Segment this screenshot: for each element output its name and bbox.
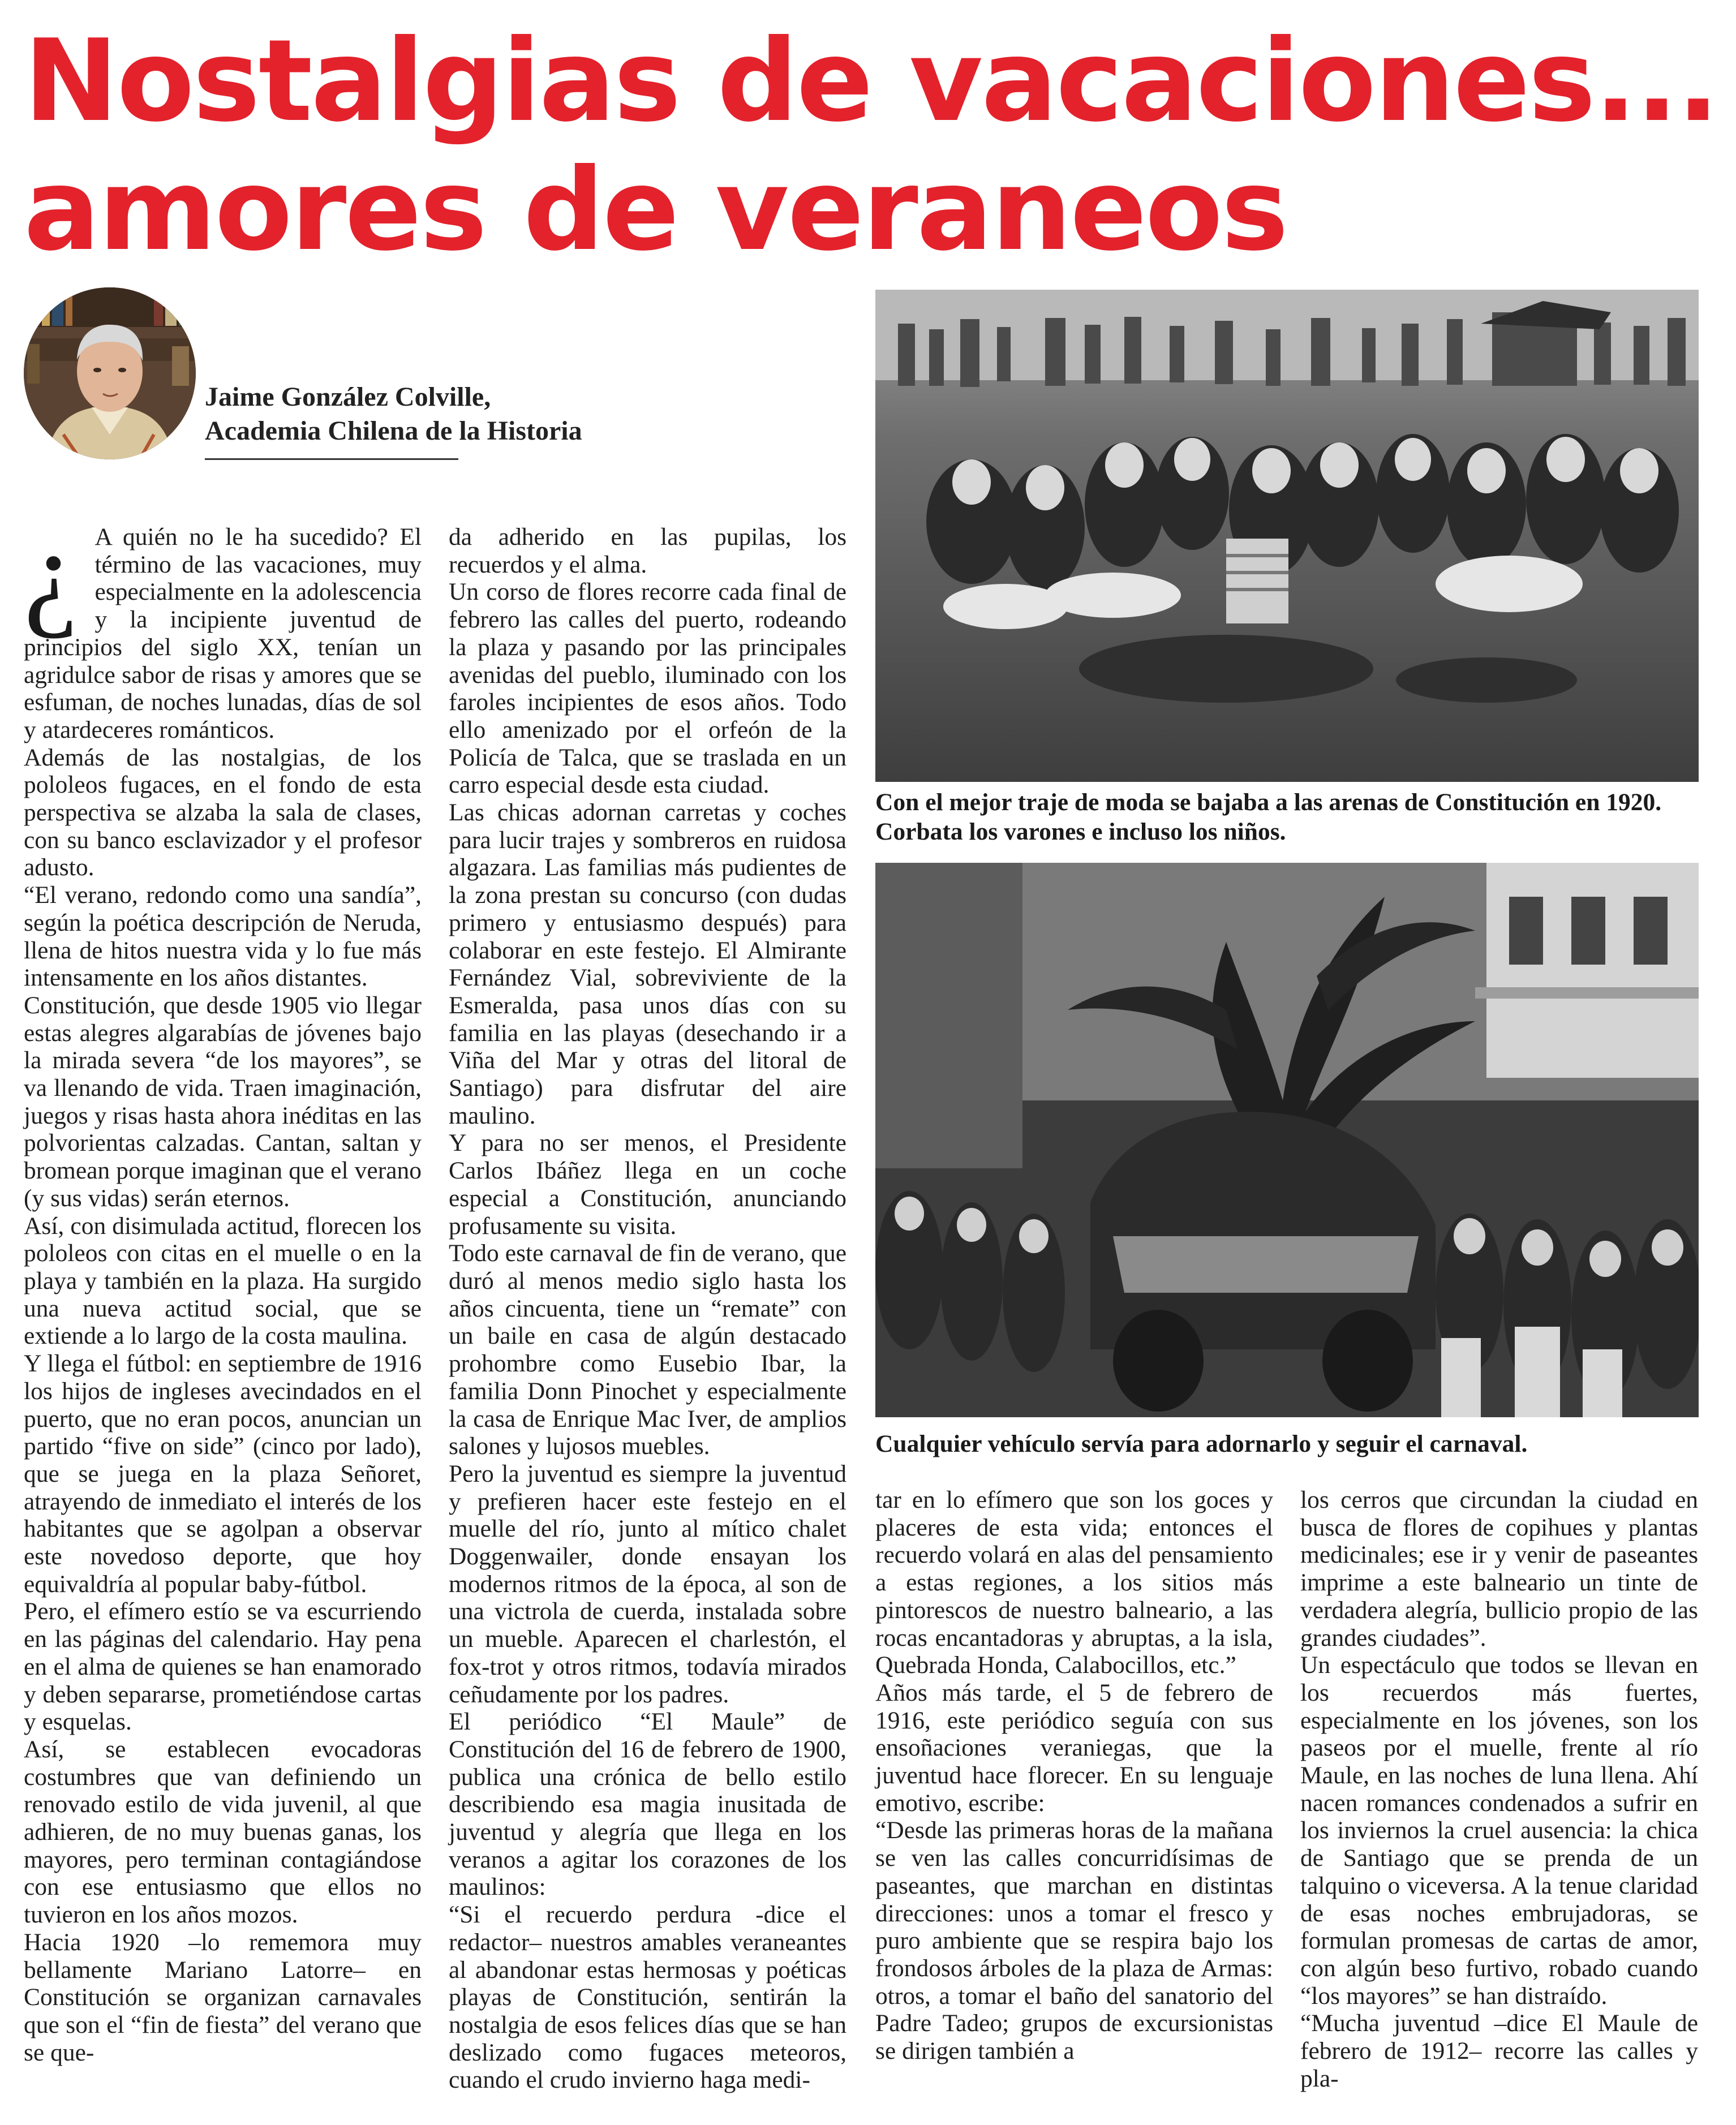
article-column-4 (1300, 1486, 1698, 2092)
author-name: Jaime González Colville, (205, 382, 491, 412)
headline (24, 15, 1718, 276)
beach-photo-caption: Con el mejor traje de moda se bajaba a las arenas de Constitución en 1920. Corbata los varones e incluso los niños. (875, 789, 1662, 845)
paragraph: los cerros que circundan la ciudad en busca de flores de copihues y plantas medicinales; ese ir y venir de paseantes imprime a este balneario un tinte de verdadera alegría, bullicio propio de las grandes ciudades”. (1300, 1486, 1698, 1651)
headline-line-2: amores de veraneos (24, 144, 1287, 276)
paragraph: Así, se establecen evocadoras costumbres que van definiendo un renovado estilo de vida juvenil, al que adhieren, de no muy buenas ganas, los mayores, pero terminan contagiándose con ese entusiasmo que ellos no tuvieron en los años mozos. (24, 1735, 422, 1929)
paragraph: Las chicas adornan carretas y coches para lucir trajes y sombreros en ruidosa algazara. Las familias más pudientes de la zona prestan su concurso (con dudas primero y entusiasmo después) para colaborar en este festejo. El Almirante Fernández Vial, sobreviviente de la Esmeralda, pasa unos días con su familia en las playas (desechando ir a Viña del Mar y otras del litoral de Santiago) para disfrutar del aire maulino. (449, 799, 846, 1129)
paragraph: “Si el recuerdo perdura -dice el redactor– nuestros amables veraneantes al abandonar estas hermosas y poéticas playas de Constitución, sentirán la nostalgia de esos felices días que se han deslizado como fugaces meteoros, cuando el crudo invierno haga medi- (449, 1901, 846, 2094)
paragraph: “El verano, redondo como una sandía”, según la poética descripción de Neruda, llena de hitos nuestra vida y lo fue más intensamente en los años distantes. (24, 881, 422, 992)
byline-divider (205, 458, 458, 460)
paragraph: Años más tarde, el 5 de febrero de 1916, este periódico seguía con sus ensoñaciones veraniegas, que la juventud hace florecer. En su lenguaje emotivo, escribe: (875, 1679, 1273, 1817)
paragraph: Hacia 1920 –lo rememora muy bellamente Mariano Latorre– en Constitución se organizan carnavales que son el “fin de fiesta” del verano que se que- (24, 1928, 422, 2066)
paragraph: Y llega el fútbol: en septiembre de 1916 los hijos de ingleses avecindados en el puerto, que no eran pocos, anuncian un partido “five on side” (cinco por lado), que se juega en la plaza Señoret, atrayendo de inmediato el interés de los habitantes que se agolpan a observar este novedoso deporte, que hoy equivaldría al popular baby-fútbol. (24, 1350, 422, 1598)
paragraph: tar en lo efímero que son los goces y placeres de esta vida; entonces el recuerdo volará en alas del pensamiento a estas regiones, a los sitios más pintorescos de nuestro balneario, a las rocas encantadoras y abruptas, a la isla, Quebrada Honda, Calabocillos, etc.” (875, 1486, 1273, 1679)
paragraph: Así, con disimulada actitud, florecen los pololeos con citas en el muelle o en la playa y también en la plaza. Ha surgido una nueva actitud social, que se extiende a lo largo de la costa maulina. (24, 1212, 422, 1350)
paragraph: “Desde las primeras horas de la mañana se ven las calles concurridísimas de paseantes, que marchan en distintas direcciones: unos a tomar el fresco y puro ambiente que se respira bajo los frondosos árboles de la plaza de Armas: otros, a tomar el baño del sanatorio del Padre Tadeo; grupos de excursionistas se dirigen también a (875, 1817, 1273, 2065)
drop-question-mark: ¿ (24, 505, 78, 640)
headline-line-1: Nostalgias de vacaciones... (24, 15, 1718, 147)
paragraph: Además de las nostalgias, de los pololeos fugaces, en el fondo de esta perspectiva se alzaba la sala de clases, con su banco esclavizador y el profesor adusto. (24, 743, 422, 881)
article-column-3 (875, 1486, 1273, 2065)
beach-photo-image (875, 290, 1699, 782)
carnival-photo (875, 863, 1699, 1417)
paragraph: Y para no ser menos, el Presidente Carlos Ibáñez llega en un coche especial a Constitución, anunciando profusamente su visita. (449, 1129, 846, 1240)
article-column-1 (24, 505, 422, 2066)
author-portrait-image (24, 287, 196, 459)
paragraph: “Mucha juventud –dice El Maule de febrero de 1912– recorre las calles y pla- (1300, 2010, 1698, 2092)
paragraph: Pero la juventud es siempre la juventud y prefieren hacer este festejo en el muelle del río, junto al mítico chalet Doggenwailer, donde ensayan los modernos ritmos de la época, al son de una victrola de cuerda, instalada sobre un mueble. Aparecen el charlestón, el fox-trot y otros ritmos, todavía mirados ceñudamente por los padres. (449, 1460, 846, 1708)
paragraph: Todo este carnaval de fin de verano, que duró al menos medio siglo hasta los años cincuenta, tiene un “remate” con un baile en casa de algún destacado prohombre como Eusebio Ibar, la familia Donn Pinochet y especialmente la casa de Enrique Mac Iver, de amplios salones y lujosos muebles. (449, 1240, 846, 1460)
author-byline (205, 380, 582, 448)
paragraph: Pero, el efímero estío se va escurriendo en las páginas del calendario. Hay pena en el alma de quienes se han enamorado y deben separarse, prometiéndose cartas y esquelas. (24, 1598, 422, 1736)
article-column-2 (449, 523, 846, 2094)
paragraph: ¿ A quién no le ha sucedido? El término de las vacaciones, muy especialmente en la adolescencia y la incipiente juventud de principios del siglo XX, tenían un agridulce sabor de risas y amores que se esfuman, de noches lunadas, días de sol y atardeceres románticos. (24, 505, 422, 743)
carnival-photo-image (875, 863, 1699, 1417)
beach-photo (875, 290, 1699, 782)
paragraph: Constitución, que desde 1905 vio llegar estas alegres algarabías de jóvenes bajo la mirada severa “de los mayores”, se va llenando de vida. Traen imaginación, juegos y risas hasta ahora inéditas en las polvorientas calzadas. Cantan, saltan y bromean porque imaginan que el verano (y sus vidas) serán eternos. (24, 991, 422, 1212)
carnival-photo-caption: Cualquier vehículo servía para adornarlo y seguir el carnaval. (875, 1430, 1528, 1457)
author-avatar (24, 287, 196, 459)
paragraph: Un corso de flores recorre cada final de febrero las calles del puerto, rodeando la plaza y pasando por las principales avenidas del pueblo, iluminado con los faroles incipientes de esos años. Todo ello amenizado por el orfeón de la Policía de Talca, que se traslada en un carro especial desde esta ciudad. (449, 578, 846, 799)
paragraph: da adherido en las pupilas, los recuerdos y el alma. (449, 523, 846, 578)
paragraph: El periódico “El Maule” de Constitución del 16 de febrero de 1900, publica una crónica de bello estilo describiendo esa magia inusitada de juventud y alegría que llega en los veranos a agitar los corazones de los maulinos: (449, 1708, 846, 1901)
author-affiliation: Academia Chilena de la Historia (205, 416, 582, 446)
paragraph: Un espectáculo que todos se llevan en los recuerdos más fuertes, especialmente en los jóvenes, son los paseos por el muelle, frente al río Maule, en las noches de luna llena. Ahí nacen romances condenados a sufrir en los inviernos la cruel ausencia: la chica de Santiago que se prenda de un talquino o viceversa. A la tenue claridad de esas noches embrujadoras, se formulan promesas de cartas de amor, con algún beso furtivo, robado cuando “los mayores” se han distraído. (1300, 1651, 1698, 2010)
